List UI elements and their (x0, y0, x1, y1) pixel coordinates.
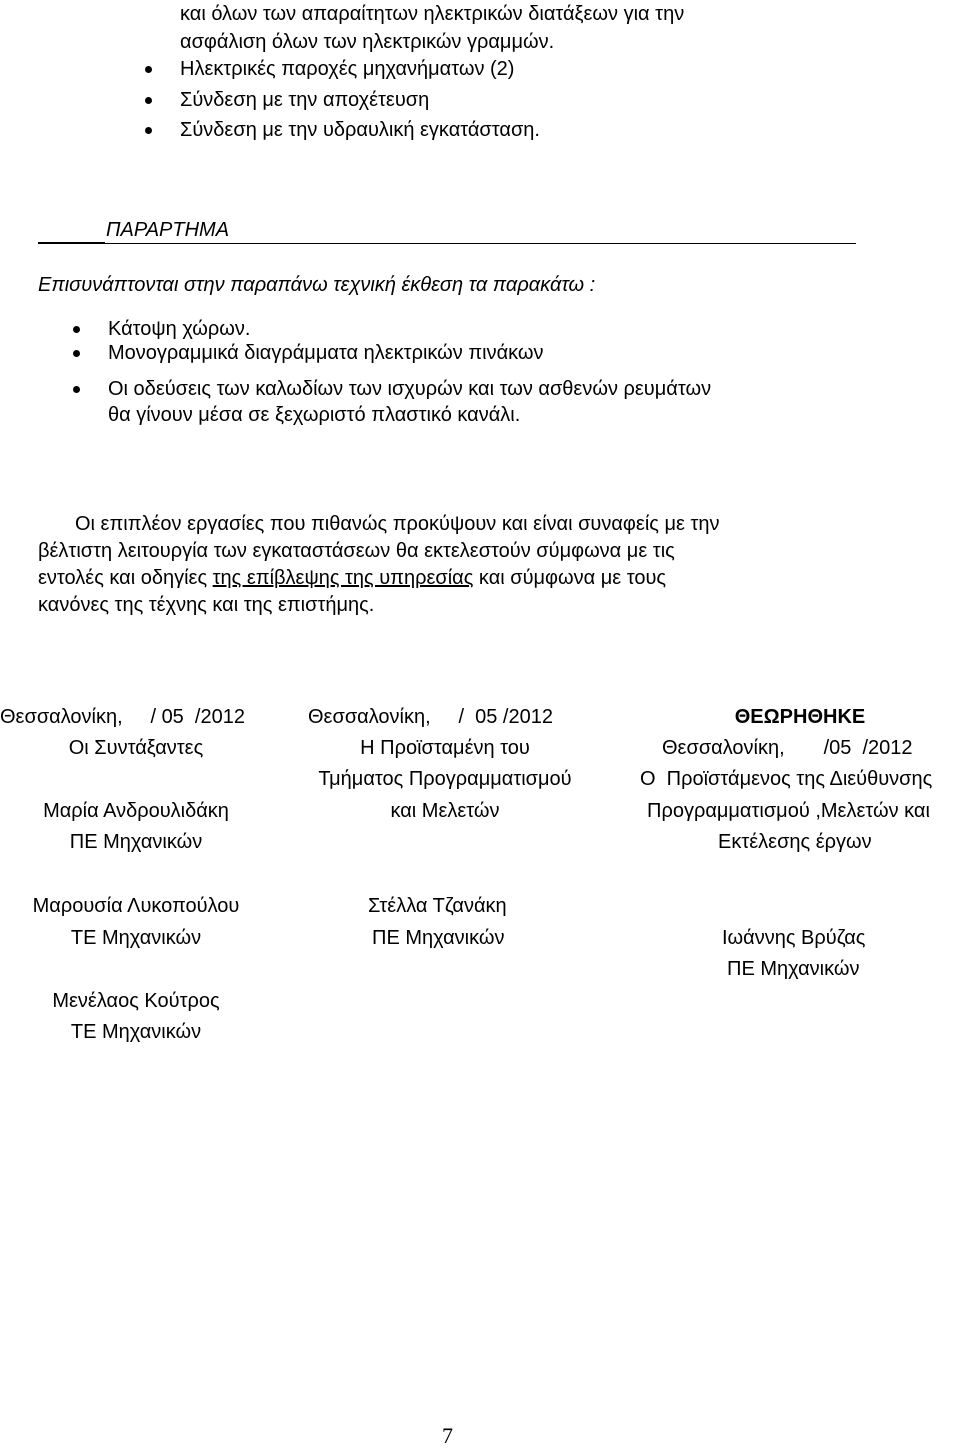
col2-place-date: Θεσσαλονίκη, / 05 /2012 (308, 706, 553, 728)
col1-title-3: ΤΕ Μηχανικών (70, 1021, 202, 1043)
col3-role-line-3: Εκτέλεσης έργων (718, 831, 872, 853)
bullet-dot (145, 97, 152, 104)
continuation-line-2: ασφάλιση όλων των ηλεκτρικών γραμμών. (180, 31, 555, 53)
col3-title: ΠΕ Μηχανικών (727, 958, 860, 980)
paragraph-line-2: βέλτιστη λειτουργία των εγκαταστάσεων θα εκτελεστούν σύμφωνα με τις (38, 540, 675, 562)
paragraph-line-3-start: εντολές και οδηγίες (38, 567, 213, 589)
col2-role-line-2: Τμήματος Προγραμματισμού (318, 768, 572, 790)
col2-title: ΠΕ Μηχανικών (372, 927, 505, 949)
heading-rule (38, 243, 856, 244)
col3-heading: ΘΕΩΡΗΘΗΚΕ (734, 706, 866, 728)
col3-name: Ιωάννης Βρύζας (722, 927, 866, 949)
continuation-line-1: και όλων των απαραίτητων ηλεκτρικών διατάξεων για την (180, 3, 685, 25)
appendix-bullet-1: Κάτοψη χώρων. (108, 318, 251, 340)
col1-title-1: ΠΕ Μηχανικών (69, 831, 203, 853)
col1-name-1: Μαρία Ανδρουλιδάκη (43, 800, 229, 822)
appendix-bullet-3: Οι οδεύσεις των καλωδίων των ισχυρών και των ασθενών ρευμάτων (108, 378, 712, 400)
bullet-dot (73, 350, 80, 357)
col2-name: Στέλλα Τζανάκη (368, 895, 507, 917)
appendix-bullet-3-continuation: θα γίνουν μέσα σε ξεχωριστό πλαστικό κανάλι. (108, 404, 521, 426)
top-bullet-1: Ηλεκτρικές παροχές μηχανήματων (2) (180, 58, 515, 80)
appendix-heading: ΠΑΡΑΡΤΗΜΑ (106, 219, 230, 241)
supervision-phrase: της επίβλεψης της υπηρεσίας (212, 567, 474, 589)
bullet-dot (145, 66, 152, 73)
bullet-dot (73, 326, 80, 333)
col1-role: Οι Συντάξαντες (68, 737, 204, 759)
paragraph-line-1: Οι επιπλέον εργασίες που πιθανώς προκύψουν και είναι συναφείς με την (75, 513, 720, 535)
col1-name-2: Μαρουσία Λυκοπούλου (32, 895, 240, 917)
page-number: 7 (442, 1423, 453, 1448)
bullet-dot (145, 127, 152, 134)
appendix-intro: Επισυνάπτονται στην παραπάνω τεχνική έκθεση τα παρακάτω : (38, 274, 596, 296)
bullet-dot (73, 386, 80, 393)
top-bullet-3: Σύνδεση με την υδραυλική εγκατάσταση. (180, 119, 540, 141)
col1-title-2: ΤΕ Μηχανικών (70, 927, 202, 949)
paragraph-line-3-end: και σύμφωνα με τους (473, 567, 667, 589)
appendix-bullet-2: Μονογραμμικά διαγράμματα ηλεκτρικών πινάκων (108, 342, 544, 364)
col1-name-3: Μενέλαος Κούτρος (52, 990, 220, 1012)
paragraph-line-3 (38, 566, 666, 590)
col3-role-line-2: Προγραμματισμού ,Μελετών και (647, 800, 930, 822)
col3-place-date: Θεσσαλονίκη, /05 /2012 (662, 737, 913, 759)
top-bullet-2: Σύνδεση με την αποχέτευση (180, 89, 430, 111)
col3-role-line-1: Ο Προϊστάμενος της Διεύθυνσης (640, 768, 933, 790)
col1-place-date: Θεσσαλονίκη, / 05 /2012 (0, 706, 245, 728)
col2-role-line-1: Η Προϊσταμένη του (360, 737, 530, 759)
paragraph-line-4: κανόνες της τέχνης και της επιστήμης. (38, 594, 375, 616)
col2-role-line-3: και Μελετών (390, 800, 500, 822)
